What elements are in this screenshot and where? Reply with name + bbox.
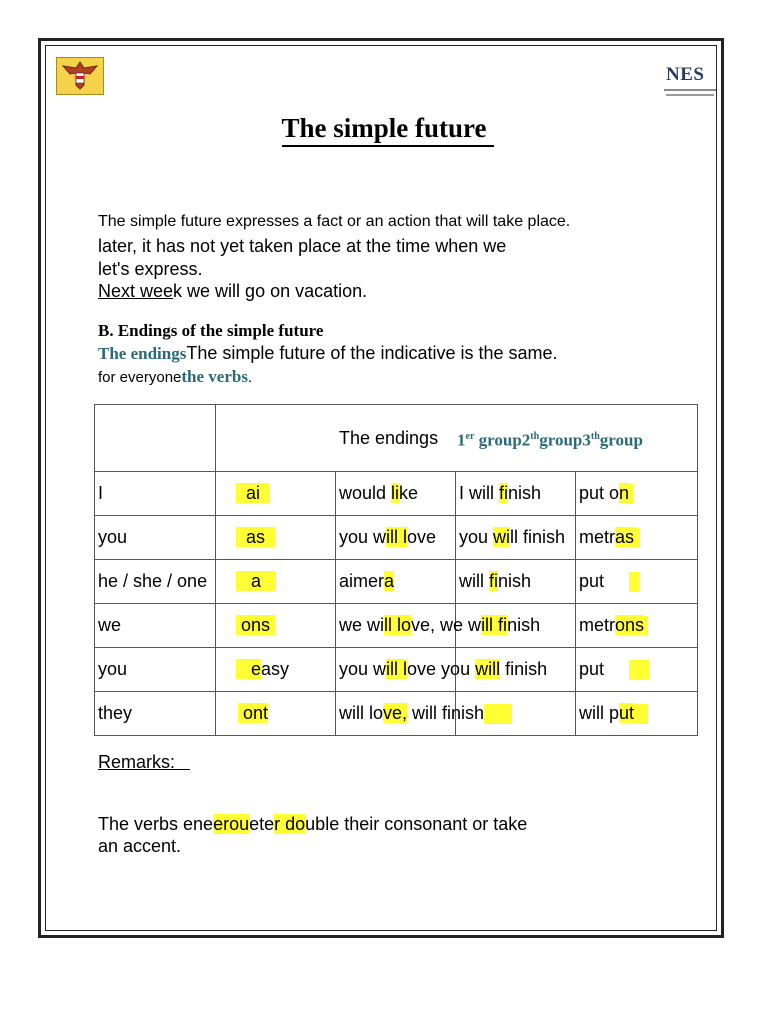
ending-rest: asy: [261, 659, 290, 679]
highlight-block: [484, 704, 512, 724]
intro-line-2: later, it has not yet taken place at the time when we: [98, 236, 507, 256]
intro-line-4-rest: k we will go on vacation.: [173, 281, 368, 301]
ending-cell: [216, 472, 336, 516]
group3-cell: metras: [576, 516, 698, 560]
table-row: [95, 472, 698, 516]
table-row: [95, 560, 698, 604]
table-header-row: [95, 405, 698, 472]
nes-logo: [660, 56, 720, 100]
group1-cell: you will love: [336, 516, 456, 560]
highlighted-text: as: [236, 527, 275, 547]
table-row: [95, 604, 698, 648]
page-title: The simple future: [281, 113, 487, 143]
ending-cell: [216, 560, 336, 604]
eagle-icon: [57, 58, 103, 94]
pronoun-cell: they: [95, 692, 216, 736]
nes-logo-subtext: [664, 88, 716, 98]
ending-cell: [216, 604, 336, 648]
table-row: [95, 692, 698, 736]
section-line-2-end: .: [247, 369, 253, 386]
group2-cell: you will finish: [456, 516, 576, 560]
group2-cell: will finish: [456, 560, 576, 604]
group2-cell: I will finish: [456, 472, 576, 516]
section-line-1-rest: The simple future of the indicative is the same.: [186, 343, 558, 363]
pronoun-cell: we: [95, 604, 216, 648]
nes-logo-text: NES: [666, 64, 705, 85]
teal-term: the verbs: [181, 367, 248, 386]
group3-cell: put: [576, 560, 698, 604]
table-row: [95, 648, 698, 692]
header-endings: The endings: [339, 427, 439, 448]
section-line-2-rest: for everyone: [98, 369, 182, 386]
title-underline: [282, 145, 494, 147]
highlight-block: [629, 660, 649, 680]
section-heading: B. Endings of the simple future: [98, 321, 324, 340]
header-groups: 1er group2thgroup3thgroup: [457, 430, 643, 450]
highlighted-text: ont: [238, 703, 268, 723]
endings-table: [94, 404, 698, 736]
highlighted-text: ai: [236, 483, 270, 503]
remarks-label: Remarks:: [98, 752, 176, 772]
ending-cell: [216, 516, 336, 560]
group1-cell: would like: [336, 472, 456, 516]
table-header-cell: [216, 405, 698, 472]
egypt-emblem-logo: [56, 57, 104, 95]
group1-cell: you will love you will finish: [336, 648, 456, 692]
teal-term: The endings: [98, 344, 187, 363]
group1-cell: aimera: [336, 560, 456, 604]
group1-cell: will love, will finish: [336, 692, 456, 736]
highlighted-text: ons: [236, 615, 275, 635]
ending-cell: [216, 648, 336, 692]
remarks-line-2: an accent.: [98, 836, 182, 856]
pronoun-cell: he / she / one: [95, 560, 216, 604]
pronoun-cell: you: [95, 648, 216, 692]
underlined-text: Next wee: [98, 281, 174, 301]
intro-line-4: [98, 281, 367, 302]
group1-cell: we will love, we will finish: [336, 604, 456, 648]
highlight-block: [629, 572, 639, 592]
highlighted-text: e: [236, 659, 261, 679]
group3-cell: put on: [576, 472, 698, 516]
remarks-line-1: The verbs eneeroueter double their consonant or take: [98, 814, 528, 834]
section-line-2: [98, 367, 252, 387]
intro-line-3: let's express.: [98, 259, 203, 279]
ending-cell: [216, 692, 336, 736]
pronoun-cell: you: [95, 516, 216, 560]
group3-cell: will put: [576, 692, 698, 736]
group3-cell: put: [576, 648, 698, 692]
table-cell: [95, 405, 216, 472]
table-row: [95, 516, 698, 560]
pronoun-cell: I: [95, 472, 216, 516]
intro-line-1: The simple future expresses a fact or an action that will take place.: [98, 213, 571, 230]
section-line-1: [98, 343, 558, 364]
group3-cell: metrons: [576, 604, 698, 648]
highlighted-text: a: [236, 571, 276, 591]
